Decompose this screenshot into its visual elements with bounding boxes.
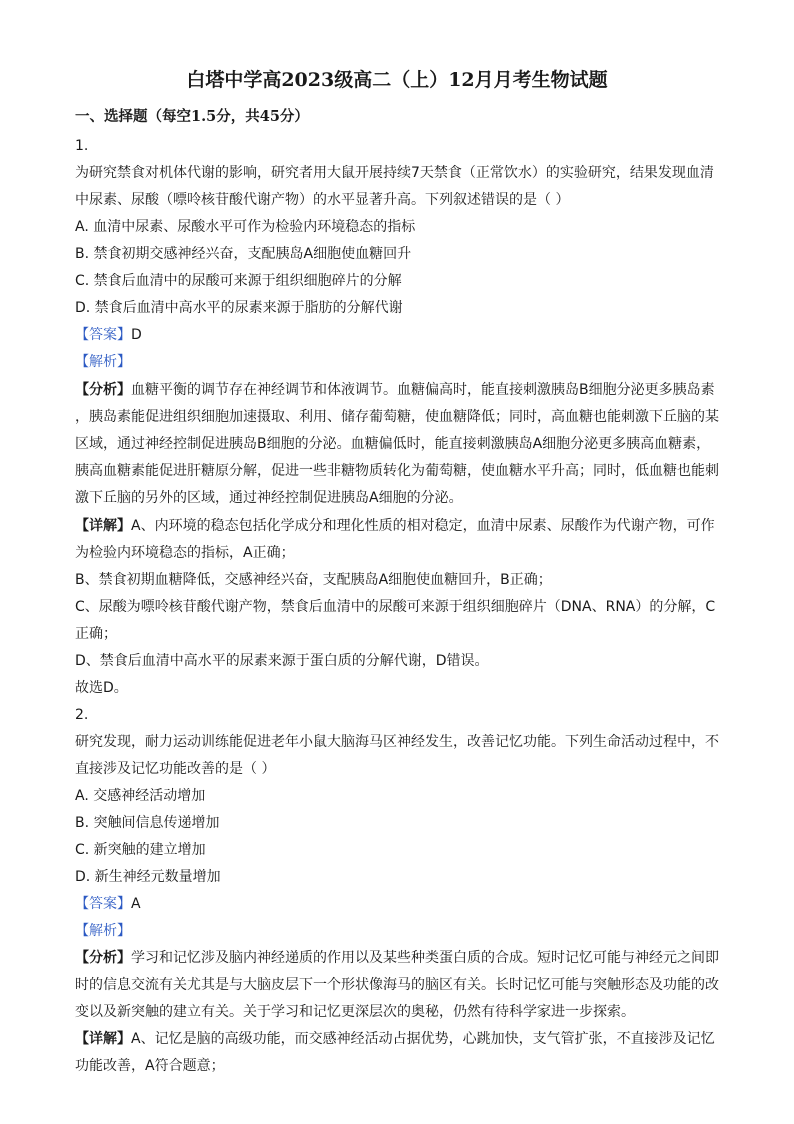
analysis-line: 胰高血糖素能促进肝糖原分解，促进一些非糖物质转化为葡萄糖，使血糖水平升高；同时，低血糖也能刺 (75, 463, 719, 479)
answer-value: A (131, 896, 141, 912)
question-stem-line: 研究发现，耐力运动训练能促进老年小鼠大脑海马区神经发生，改善记忆功能。下列生命活动过程中，不 (75, 734, 719, 750)
analysis-line (75, 948, 735, 968)
option-d: D. 新生神经元数量增加 (75, 869, 221, 885)
answer-line (75, 325, 735, 345)
analysis-tag: 【解析】 (75, 354, 131, 370)
analysis-line: 激下丘脑的另外的区域，通过神经控制促进胰岛A细胞的分泌。 (75, 490, 463, 506)
detail-line (75, 1029, 735, 1049)
fenxi-tag: 【分析】 (75, 382, 131, 398)
analysis-line: ，胰岛素能促进组织细胞加速摄取、利用、储存葡萄糖，使血糖降低；同时，高血糖也能刺激下丘脑的某 (75, 409, 719, 425)
detail-line: C、尿酸为嘌呤核苷酸代谢产物，禁食后血清中的尿酸可来源于组织细胞碎片（DNA、RNA）的分解，C (75, 599, 716, 615)
question-number: 1. (75, 138, 89, 154)
detail-line: B、禁食初期血糖降低，交感神经兴奋，支配胰岛A细胞使血糖回升，B正确； (75, 572, 552, 588)
detail-line: 正确； (75, 626, 117, 642)
detail-line: 为检验内环境稳态的指标，A正确； (75, 545, 295, 561)
fenxi-text: 学习和记忆涉及脑内神经递质的作用以及某些种类蛋白质的合成。短时记忆可能与神经元之间即 (131, 950, 719, 966)
detail-line (75, 516, 735, 536)
answer-line (75, 894, 735, 914)
xiangjie-tag: 【详解】 (75, 518, 131, 534)
analysis-line (75, 380, 735, 400)
question-number: 2. (75, 707, 89, 723)
option-a: A. 交感神经活动增加 (75, 788, 206, 804)
question-stem-line: 直接涉及记忆功能改善的是（ ） (75, 761, 276, 777)
analysis-line: 变以及新突触的建立有关。关于学习和记忆更深层次的奥秘，仍然有待科学家进一步探索。 (75, 1004, 635, 1020)
question-stem-line: 为研究禁食对机体代谢的影响，研究者用大鼠开展持续7天禁食（正常饮水）的实验研究，结果发现血清 (75, 165, 714, 181)
option-b: B. 禁食初期交感神经兴奋，支配胰岛A细胞使血糖回升 (75, 246, 412, 262)
xiangjie-tag: 【详解】 (75, 1031, 131, 1047)
answer-tag: 【答案】 (75, 327, 131, 343)
analysis-line: 区域，通过神经控制促进胰岛B细胞的分泌。血糖偏低时，能直接刺激胰岛A细胞分泌更多胰高血糖素， (75, 436, 711, 452)
option-c: C. 禁食后血清中的尿酸可来源于组织细胞碎片的分解 (75, 273, 402, 289)
option-c: C. 新突触的建立增加 (75, 842, 206, 858)
option-b: B. 突触间信息传递增加 (75, 815, 220, 831)
xiangjie-text: A、记忆是脑的高级功能，而交感神经活动占据优势，心跳加快，支气管扩张，不直接涉及记忆 (131, 1031, 715, 1047)
analysis-tag: 【解析】 (75, 923, 131, 939)
answer-tag: 【答案】 (75, 896, 131, 912)
fenxi-tag: 【分析】 (75, 950, 131, 966)
analysis-line: 时的信息交流有关尤其是与大脑皮层下一个形状像海马的脑区有关。长时记忆可能与突触形态及功能的改 (75, 977, 719, 993)
answer-value: D (131, 327, 142, 343)
option-d: D. 禁食后血清中高水平的尿素来源于脂肪的分解代谢 (75, 300, 403, 316)
option-a: A. 血清中尿素、尿酸水平可作为检验内环境稳态的指标 (75, 219, 416, 235)
fenxi-text: 血糖平衡的调节存在神经调节和体液调节。血糖偏高时，能直接刺激胰岛B细胞分泌更多胰岛素 (131, 382, 715, 398)
question-stem-line: 中尿素、尿酸（嘌呤核苷酸代谢产物）的水平显著升高。下列叙述错误的是（ ） (75, 192, 570, 208)
section-heading: 一、选择题（每空1.5分，共45分） (75, 108, 309, 125)
page-title: 白塔中学高2023级高二（上）12月月考生物试题 (186, 69, 608, 91)
detail-line: 功能改善，A符合题意； (75, 1058, 225, 1074)
detail-line: 故选D。 (75, 680, 128, 696)
detail-line: D、禁食后血清中高水平的尿素来源于蛋白质的分解代谢，D错误。 (75, 653, 489, 669)
xiangjie-text: A、内环境的稳态包括化学成分和理化性质的相对稳定，血清中尿素、尿酸作为代谢产物，可作 (131, 518, 715, 534)
